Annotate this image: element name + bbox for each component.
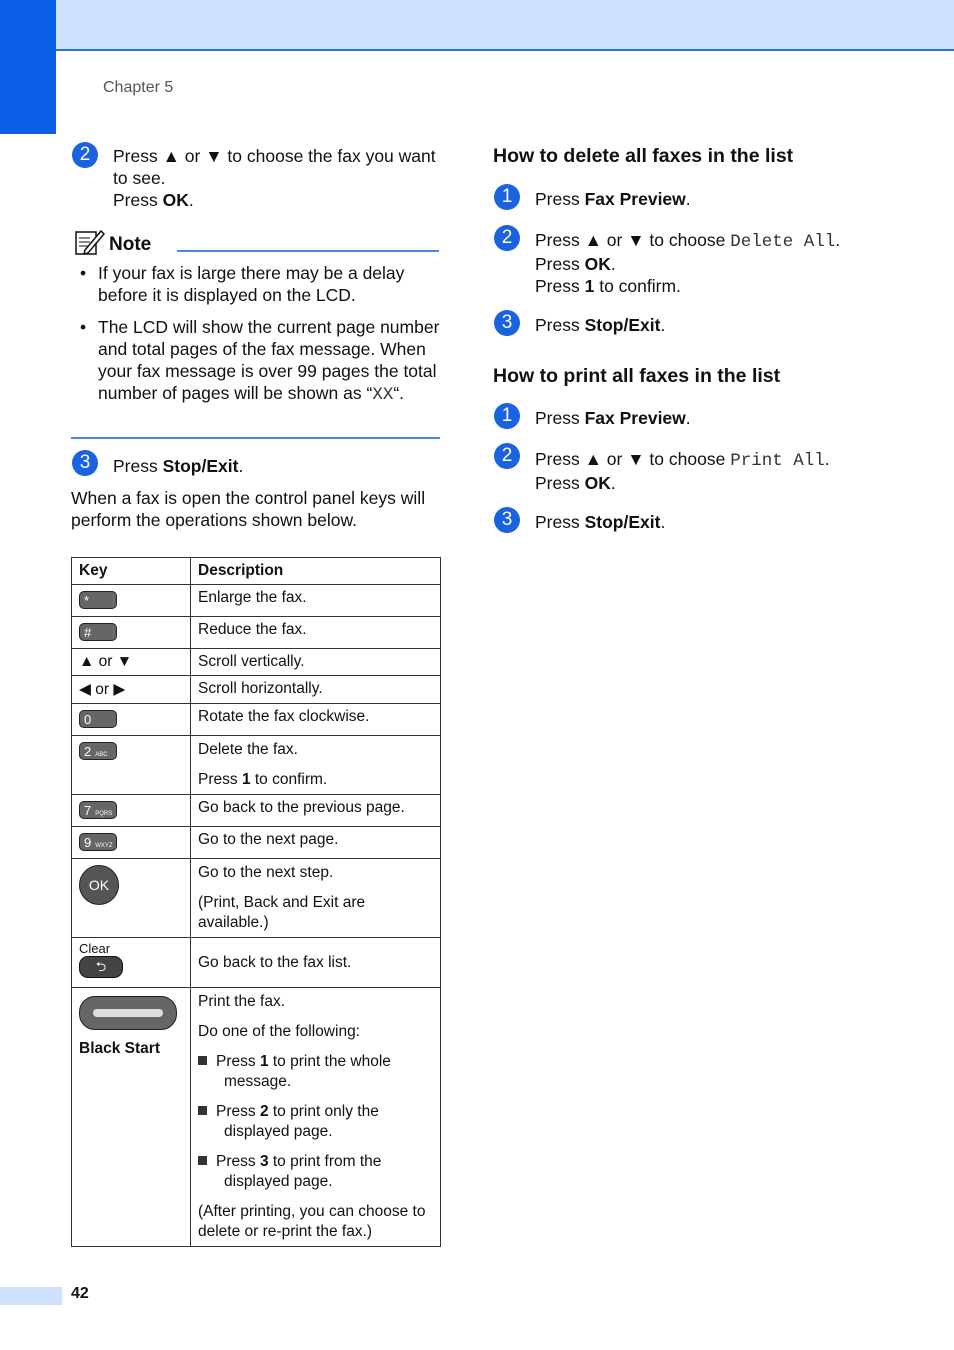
header-bar <box>0 0 954 51</box>
table-row <box>72 736 441 795</box>
seven-key-icon: 7 PQRS <box>79 801 117 819</box>
step-text: Press ▲ or ▼ to choose Delete All. Press OK. Press 1 to confirm. <box>535 230 841 296</box>
row-description: Go to the next page. <box>191 827 441 859</box>
step-number: 3 <box>494 310 520 336</box>
step-number: 1 <box>494 403 520 429</box>
row-description: Reduce the fax. <box>191 617 441 649</box>
step-3-text: Press Stop/Exit. <box>113 456 244 476</box>
table-header-row <box>72 558 441 585</box>
star-key-icon: * <box>79 591 117 609</box>
chapter-tab <box>0 0 56 134</box>
table-row <box>72 795 441 827</box>
up-arrow-icon: ▲ <box>162 146 180 166</box>
step-2-text: Press ▲ or ▼ to choose the fax you want to see. Press OK. <box>113 146 436 210</box>
black-start-caption: Black Start <box>79 1040 160 1057</box>
row-description: Scroll horizontally. <box>191 676 441 704</box>
row-description: Scroll vertically. <box>191 649 441 676</box>
ok-key-icon: OK <box>79 865 119 905</box>
step-text: Press ▲ or ▼ to choose Print All. Press OK. <box>535 449 830 493</box>
divider <box>71 437 440 439</box>
step-number: 3 <box>494 507 520 533</box>
step-text: Press Fax Preview. <box>535 408 691 428</box>
hash-key-icon: # <box>79 623 117 641</box>
step-number: 3 <box>72 450 98 476</box>
row-description: Rotate the fax clockwise. <box>191 704 441 736</box>
intro-paragraph: When a fax is open the control panel keys will perform the operations shown below. <box>71 488 426 530</box>
bullet-square-icon <box>198 1106 207 1115</box>
down-arrow-icon: ▼ <box>627 449 645 469</box>
zero-key-icon: 0 <box>79 710 117 728</box>
nine-key-icon: 9 WXYZ <box>79 833 117 851</box>
step-text: Press Stop/Exit. <box>535 315 666 335</box>
arrow-keys-horizontal: ◀ or ▶ <box>72 676 191 704</box>
arrow-keys-vertical: ▲ or ▼ <box>72 649 191 676</box>
up-arrow-icon: ▲ <box>584 449 602 469</box>
table-row <box>72 649 441 676</box>
row-description: Go back to the previous page. <box>191 795 441 827</box>
step-number: 2 <box>494 225 520 251</box>
header-key: Key <box>72 558 191 585</box>
table-row <box>72 585 441 617</box>
clear-back-icon: ⮌ <box>79 956 123 978</box>
step-number: 2 <box>72 142 98 168</box>
down-arrow-icon: ▼ <box>205 146 223 166</box>
step-text: Press Stop/Exit. <box>535 512 666 532</box>
black-start-key-icon <box>79 996 177 1030</box>
section-heading: How to delete all faxes in the list <box>493 145 794 167</box>
two-key-icon: 2 ABC <box>79 742 117 760</box>
table-row <box>72 859 441 938</box>
row-description: Go back to the fax list. <box>191 938 441 988</box>
bullet-square-icon <box>198 1056 207 1065</box>
step-text: Press Fax Preview. <box>535 189 691 209</box>
row-description: Go to the next step. (Print, Back and Exit are available.) <box>191 859 441 938</box>
down-arrow-icon: ▼ <box>627 230 645 250</box>
page-number-bar <box>0 1287 62 1305</box>
key-table <box>71 557 441 1247</box>
chapter-label: Chapter 5 <box>103 79 174 96</box>
row-description: Print the fax. Do one of the following: Press 1 to print the whole message. Press 2 to print only the displayed page. Press 3 to print from the displayed page. (After printing, you can choose to delete or re-print the fax.) <box>191 988 441 1247</box>
page-number: 42 <box>71 1285 89 1302</box>
clear-key-caption: Clear <box>79 941 111 956</box>
table-row <box>72 704 441 736</box>
bullet-square-icon <box>198 1156 207 1165</box>
note-title: Note <box>109 234 152 255</box>
header-description: Description <box>191 558 441 585</box>
note-header <box>75 228 440 258</box>
table-row <box>72 988 441 1247</box>
step-number: 1 <box>494 184 520 210</box>
row-description: Delete the fax. Press 1 to confirm. <box>191 736 441 795</box>
table-row <box>72 617 441 649</box>
note-pencil-icon <box>75 228 105 256</box>
divider <box>177 250 439 252</box>
table-row <box>72 827 441 859</box>
table-row <box>72 938 441 988</box>
row-description: Enlarge the fax. <box>191 585 441 617</box>
up-arrow-icon: ▲ <box>584 230 602 250</box>
table-row <box>72 676 441 704</box>
section-heading: How to print all faxes in the list <box>493 365 781 387</box>
step-number: 2 <box>494 443 520 469</box>
